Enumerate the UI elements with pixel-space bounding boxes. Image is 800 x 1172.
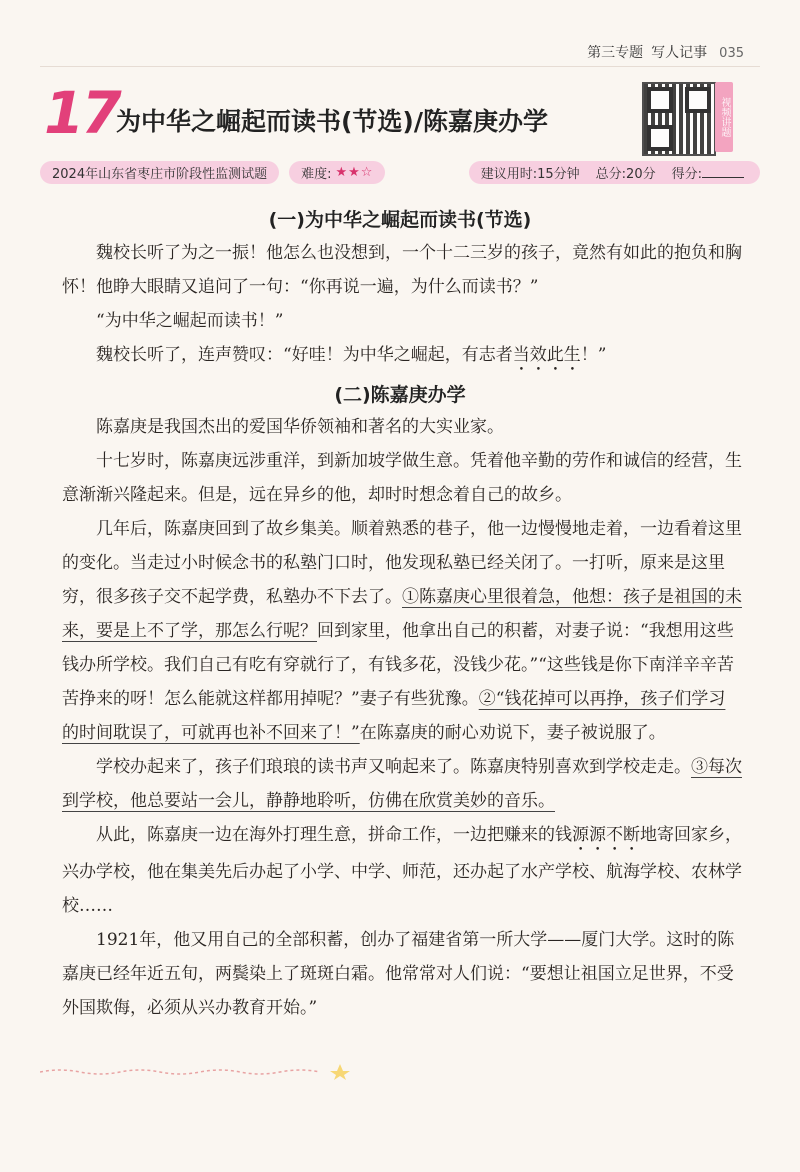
video-explain-tag[interactable]: 视频讲题 <box>715 82 733 152</box>
emphasis-text: 源源不断 <box>572 825 640 845</box>
part2-body <box>62 410 742 1025</box>
underlined-sentence-2: ②“钱花掉可以再挣，孩子们学习的时间耽误了，可就再也补不回来了！” <box>62 689 726 743</box>
decorative-divider <box>40 1060 360 1080</box>
paragraph: 陈嘉庚是我国杰出的爱国华侨领袖和著名的大实业家。 <box>96 417 504 437</box>
part1-title: (一)为中华之崛起而读书(节选) <box>268 209 532 231</box>
page-number: 035 <box>719 46 744 61</box>
part1-body <box>62 236 742 375</box>
qr-code-icon[interactable] <box>642 82 716 156</box>
difficulty-badge: 难度: ★★☆ <box>289 161 385 184</box>
emphasis-text: 当效此生 <box>512 345 581 365</box>
time-label: 建议用时:15分钟 <box>480 166 580 182</box>
underlined-sentence-1: ①陈嘉庚心里很着急，他想：孩子是祖国的未来，要是上不了学，那怎么行呢？ <box>62 587 742 641</box>
page-header <box>587 42 744 62</box>
lesson-number: 17 <box>44 79 119 147</box>
paragraph: 几年后，陈嘉庚回到了故乡集美。顺着熟悉的巷子，他一边慢慢地走着，一边看着这里的变化。当走过小时候念书的私塾门口时，他发现私塾已经关闭了。一打听，原来是这里穷，很多孩子交不起学费，私塾办不下去了。①陈嘉庚心里很着急，他想：孩子是祖国的未来，要是上不了学，那怎么行呢？回到家里，他拿出自己的积蓄，对妻子说：“我想用这些钱办所学校。我们自己有吃有穿就行了，有钱多花，没钱少花。”“这些钱是你下南洋辛辛苦苦挣来的呀！怎么能就这样都用掉呢？”妻子有些犹豫。②“钱花掉可以再挣，孩子们学习的时间耽误了，可就再也补不回来了！”在陈嘉庚的耐心劝说下，妻子被说服了。 <box>62 519 742 743</box>
paragraph: 魏校长听了，连声赞叹：“好哇！为中华之崛起，有志者当效此生！” <box>96 345 607 365</box>
lesson-title: 为中华之崛起而读书(节选)/陈嘉庚办学 <box>116 107 548 136</box>
info-bar <box>40 160 760 184</box>
paragraph: 从此，陈嘉庚一边在海外打理生意，拼命工作，一边把赚来的钱源源不断地寄回家乡，兴办学校，他在集美先后办起了小学、中学、师范，还办起了水产学校、航海学校、农林学校…… <box>62 825 742 916</box>
paragraph: 魏校长听了为之一振！他怎么也没想到，一个十二三岁的孩子，竟然有如此的抱负和胸怀！他睁大眼睛又追问了一句：“你再说一遍，为什么而读书？” <box>62 243 742 297</box>
paragraph: 十七岁时，陈嘉庚远涉重洋，到新加坡学做生意。凭着他辛勤的劳作和诚信的经营，生意渐渐兴隆起来。但是，远在异乡的他，却时时想念着自己的故乡。 <box>62 451 742 505</box>
total-label: 总分:20分 <box>595 166 656 182</box>
underlined-sentence-3: ③每次到学校，他总要站一会儿，静静地聆听，仿佛在欣赏美妙的音乐。 <box>62 757 742 811</box>
score-label: 得分: <box>672 163 744 182</box>
paragraph: 1921年，他又用自己的全部积蓄，创办了福建省第一所大学——厦门大学。这时的陈嘉庚已经年近五旬，两鬓染上了斑斑白霜。他常常对人们说：“要想让祖国立足世界，不受外国欺侮，必须从兴办教育开始。” <box>62 930 735 1018</box>
paragraph: “为中华之崛起而读书！” <box>96 311 284 331</box>
part2-title: (二)陈嘉庚办学 <box>334 384 466 406</box>
star-icon: ★★☆ <box>335 164 374 180</box>
source-badge: 2024年山东省枣庄市阶段性监测试题 <box>40 161 279 184</box>
section-label: 第三专题 <box>587 45 644 61</box>
score-blank[interactable] <box>702 165 744 178</box>
paragraph: 学校办起来了，孩子们琅琅的读书声又响起来了。陈嘉庚特别喜欢到学校走走。③每次到学校，他总要站一会儿，静静地聆听，仿佛在欣赏美妙的音乐。 <box>62 757 742 811</box>
subsection-label: 写人记事 <box>651 45 708 61</box>
stats-badge <box>469 161 760 184</box>
header-divider <box>40 66 760 67</box>
